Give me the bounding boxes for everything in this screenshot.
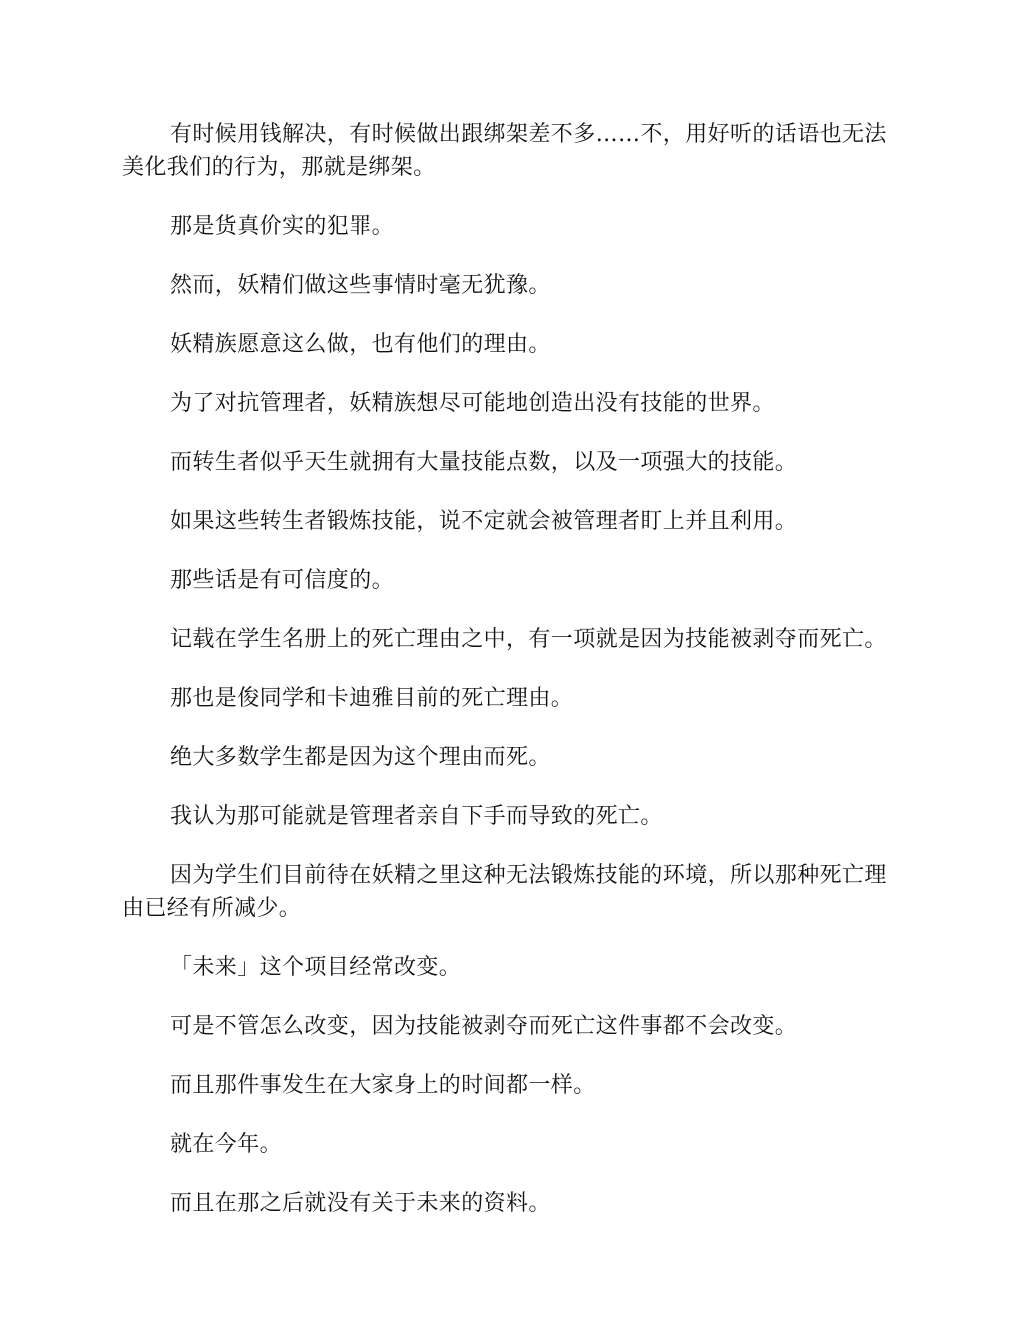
paragraph: 「未来」这个项目经常改变。 xyxy=(170,955,462,980)
paragraph: 那也是俊同学和卡迪雅目前的死亡理由。 xyxy=(170,686,574,711)
paragraph: 可是不管怎么改变，因为技能被剥夺而死亡这件事都不会改变。 xyxy=(170,1014,798,1039)
paragraph: 妖精族愿意这么做，也有他们的理由。 xyxy=(170,332,551,357)
paragraph: 为了对抗管理者，妖精族想尽可能地创造出没有技能的世界。 xyxy=(170,391,775,416)
paragraph: 就在今年。 xyxy=(170,1132,283,1157)
paragraph: 记载在学生名册上的死亡理由之中，有一项就是因为技能被剥夺而死亡。 xyxy=(170,627,887,652)
paragraph: 那些话是有可信度的。 xyxy=(170,568,395,593)
paragraph: 如果这些转生者锻炼技能，说不定就会被管理者盯上并且利用。 xyxy=(170,509,798,534)
document-page xyxy=(122,118,900,1246)
paragraph: 绝大多数学生都是因为这个理由而死。 xyxy=(170,745,551,770)
paragraph: 那是货真价实的犯罪。 xyxy=(170,214,395,239)
paragraph: 而且在那之后就没有关于未来的资料。 xyxy=(170,1191,551,1216)
paragraph: 而且那件事发生在大家身上的时间都一样。 xyxy=(170,1073,596,1098)
paragraph: 有时候用钱解决，有时候做出跟绑架差不多……不，用好听的话语也无法美化我们的行为，那就是绑架。 xyxy=(122,122,887,180)
paragraph: 我认为那可能就是管理者亲自下手而导致的死亡。 xyxy=(170,804,663,829)
paragraph: 然而，妖精们做这些事情时毫无犹豫。 xyxy=(170,273,551,298)
paragraph: 而转生者似乎天生就拥有大量技能点数，以及一项强大的技能。 xyxy=(170,450,798,475)
paragraph: 因为学生们目前待在妖精之里这种无法锻炼技能的环境，所以那种死亡理由已经有所减少。 xyxy=(122,863,887,921)
